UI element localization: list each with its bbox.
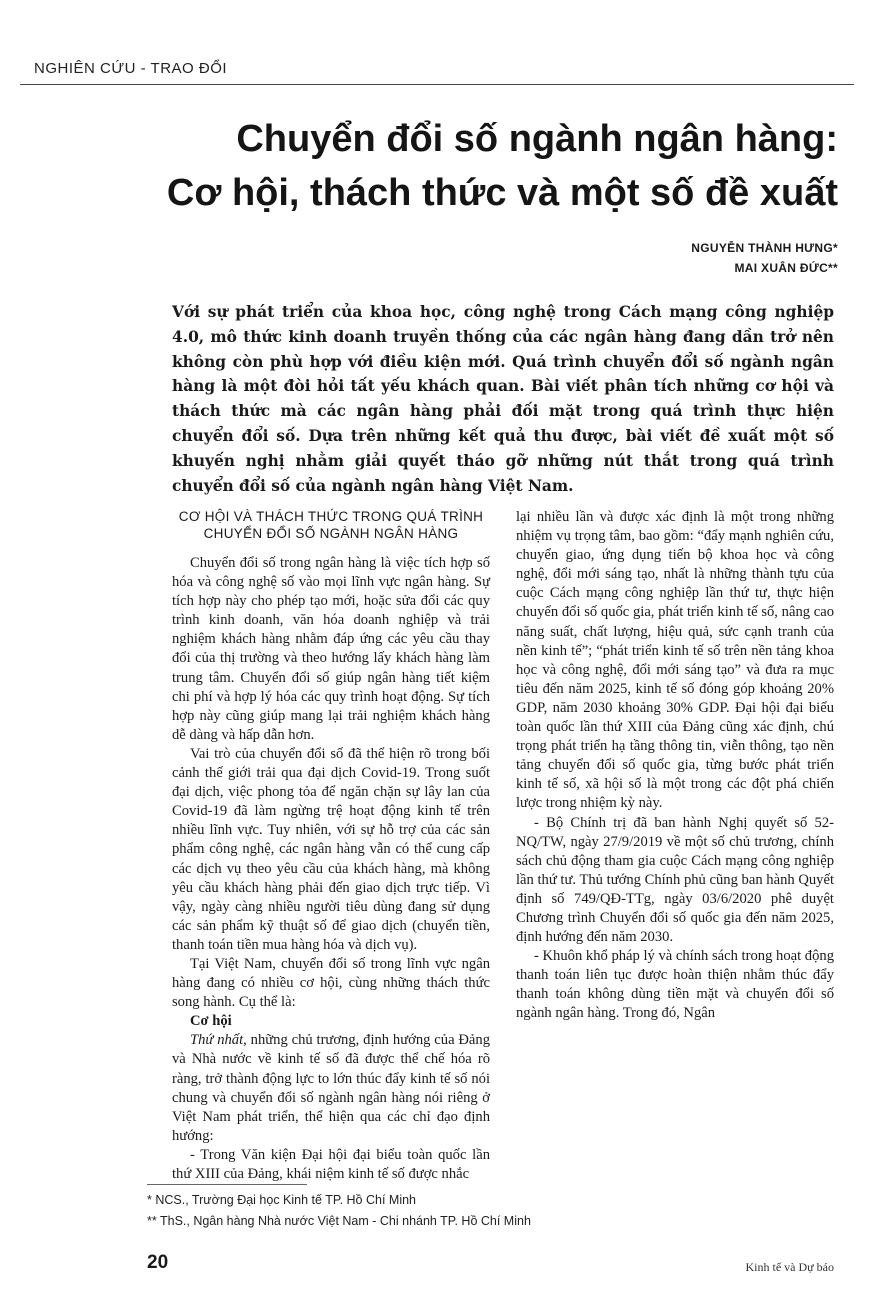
footnote-rule [147, 1184, 307, 1185]
footnote-2: ** ThS., Ngân hàng Nhà nước Việt Nam - Chi nhánh TP. Hồ Chí Minh [147, 1214, 531, 1228]
paragraph: - Khuôn khổ pháp lý và chính sách trong hoạt động thanh toán liên tục được hoàn thiện nhằm thúc đẩy thanh toán không dùng tiền mặt và chuyển đổi số ngành ngân hàng. Trong đó, Ngân [516, 948, 834, 1022]
paragraph: Tại Việt Nam, chuyển đổi số trong lĩnh vực ngân hàng đang có nhiều cơ hội, cùng những thách thức song hành. Cụ thể là: [172, 955, 490, 1011]
paragraph-text: , những chủ trương, định hướng của Đảng và Nhà nước về kinh tế số đã được thể chế hóa rõ ràng, trở thành động lực to lớn thúc đẩy kinh tế số nói chung và chuyển đổi số ngành ngân hàng nói riêng ở Việt Nam phát triển, thể hiện qua các chỉ đạo định hướng: [172, 1032, 491, 1144]
section-heading: CƠ HỘI VÀ THÁCH THỨC TRONG QUÁ TRÌNH CHUYỂN ĐỔI SỐ NGÀNH NGÂN HÀNG [178, 509, 484, 541]
paragraph: lại nhiều lần và được xác định là một trong những nhiệm vụ trọng tâm, bao gồm: “đẩy mạnh nghiên cứu, chuyển giao, ứng dụng tiến bộ khoa học và công nghệ, đổi mới sáng tạo, nhất là những thành tựu của cuộc Cách mạng công nghiệp lần thứ tư, thực hiện chuyển đổi số quốc gia, phát triển kinh tế số, nâng cao năng suất, chất lượng, hiệu quả, sức cạnh tranh của nền kinh tế”; “phát triển kinh tế số trên nền tảng khoa học và công nghệ, đổi mới sáng tạo” và đưa ra mục tiêu đến năm 2025, kinh tế số đóng góp khoảng 20% GDP, năm 2030 khoảng 30% GDP. Đại hội đại biểu toàn quốc lần thứ XIII của Đảng cũng xác định, chú trọng phát triển hạ tầng thông tin, viễn thông, tạo nền tảng chuyển đổi số quốc gia, từng bước phát triển kinh tế số, xã hội số là một trong các đột phá chiến lược trong nhiệm kỳ này. [516, 509, 834, 812]
paragraph [172, 1031, 490, 1146]
article-title [0, 112, 838, 220]
title-line-2: Cơ hội, thách thức và một số đề xuất [166, 172, 838, 214]
paragraph: - Trong Văn kiện Đại hội đại biểu toàn quốc lần thứ XIII của Đảng, khái niệm kinh tế số được nhắc [172, 1146, 490, 1182]
header-rule [20, 84, 854, 85]
paragraph: Vai trò của chuyển đổi số đã thể hiện rõ trong bối cảnh thế giới trải qua đại dịch Covid-19. Trong suốt đại dịch, việc phong tỏa để ngăn chặn sự lây lan của Covid-19 đã làm ngừng trệ hoạt động kinh tế trên nhiều lĩnh vực. Tuy nhiên, với sự hỗ trợ của các sản phẩm công nghệ, các ngân hàng vẫn có thể cung cấp các dịch vụ theo yêu cầu của khách hàng, mà không yêu cầu khách hàng phải đến giao dịch trực tiếp. Vì vậy, ngày càng nhiều người tiêu dùng đang sử dụng các sản phẩm kỹ thuật số để giao dịch (chuyển tiền, thanh toán tiền mua hàng hóa và dịch vụ). [172, 745, 490, 953]
subheading: Cơ hội [190, 1013, 232, 1030]
footnotes [147, 1190, 531, 1232]
section-tag: NGHIÊN CỨU - TRAO ĐỔI [34, 60, 228, 77]
page-number: 20 [147, 1252, 169, 1273]
body-columns [172, 508, 834, 1180]
journal-name: Kinh tế và Dự báo [745, 1260, 834, 1274]
lead-term: Thứ nhất [190, 1032, 244, 1049]
paragraph: Chuyển đổi số trong ngân hàng là việc tích hợp số hóa và công nghệ số vào mọi lĩnh vực ngân hàng. Sự tích hợp này cho phép tạo mới, hoặc sửa đổi các quy trình kinh doanh, văn hóa doanh nghiệp và trải nghiệm khách hàng nhằm đáp ứng các yêu cầu thay đổi của thị trường và theo hướng lấy khách hàng làm trung tâm. Chuyển đổi số giúp ngân hàng tiết kiệm chi phí và hợp lý hóa các quy trình hoạt động. Sự tích hợp này cũng giúp mang lại trải nghiệm khách hàng dễ dàng và hấp dẫn hơn. [172, 555, 490, 743]
left-column [172, 508, 490, 1180]
right-column [516, 508, 834, 1180]
title-line-1: Chuyển đổi số ngành ngân hàng: [236, 118, 838, 160]
author-block [691, 238, 838, 278]
paragraph: - Bộ Chính trị đã ban hành Nghị quyết số 52-NQ/TW, ngày 27/9/2019 về một số chủ trương, chính sách chủ động tham gia cuộc Cách mạng công nghiệp lần thứ tư. Thủ tướng Chính phủ cũng ban hành Quyết định số 749/QĐ-TTg, ngày 03/6/2020 phê duyệt Chương trình Chuyển đổi số quốc gia đến năm 2025, định hướng đến năm 2030. [516, 814, 834, 946]
author-2: MAI XUÂN ĐỨC** [734, 261, 838, 275]
author-1: NGUYỄN THÀNH HƯNG* [691, 241, 838, 255]
abstract: Với sự phát triển của khoa học, công nghệ trong Cách mạng công nghiệp 4.0, mô thức kinh doanh truyền thống của các ngân hàng đang dần trở nên không còn phù hợp với điều kiện mới. Quá trình chuyển đổi số ngành ngân hàng là một đòi hỏi tất yếu khách quan. Bài viết phân tích những cơ hội và thách thức mà các ngân hàng phải đối mặt trong quá trình thực hiện chuyển đổi số. Dựa trên những kết quả thu được, bài viết đề xuất một số khuyến nghị nhằm giải quyết tháo gỡ những nút thắt trong quá trình chuyển đổi số của ngành ngân hàng Việt Nam. [172, 303, 834, 495]
footnote-1: * NCS., Trường Đại học Kinh tế TP. Hồ Chí Minh [147, 1193, 416, 1207]
